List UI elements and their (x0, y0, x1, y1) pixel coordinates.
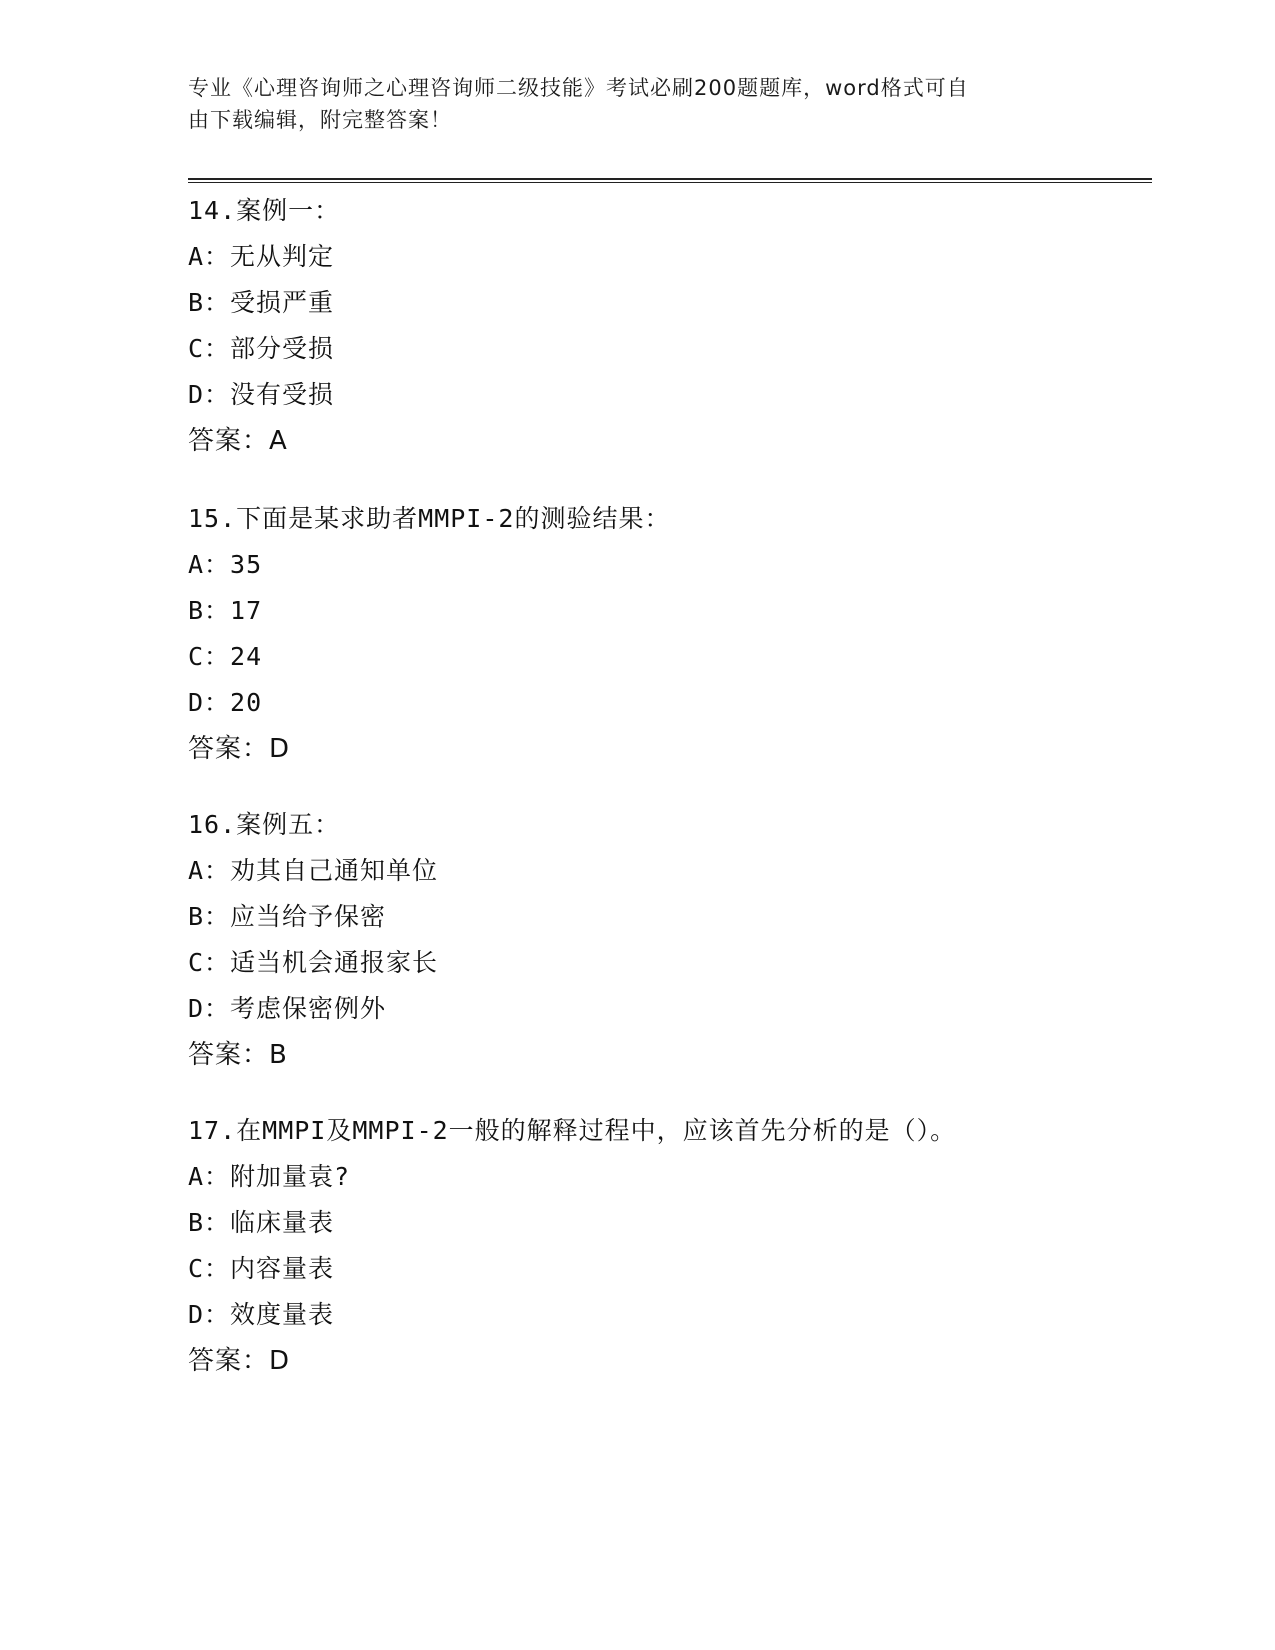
option-d: D：没有受损 (188, 380, 335, 409)
answer-line (188, 1032, 1088, 1078)
option-c: C：内容量表 (188, 1254, 335, 1283)
option-b: B：17 (188, 596, 263, 625)
answer-label: 答案： (188, 1346, 270, 1376)
option-a: A：附加量袁? (188, 1162, 351, 1191)
answer-line (188, 726, 1088, 772)
answer-line (188, 1338, 1088, 1384)
question-15 (188, 496, 1088, 772)
question-17 (188, 1108, 1088, 1384)
option-a: A：无从判定 (188, 242, 335, 271)
option-a: A：35 (188, 550, 263, 579)
question-stem: 14.案例一： (188, 196, 341, 225)
question-stem: 16.案例五： (188, 810, 341, 839)
header-divider (188, 178, 1152, 183)
option-c: C：24 (188, 642, 263, 671)
option-a: A：劝其自己通知单位 (188, 856, 439, 885)
question-14 (188, 188, 1088, 464)
option-b: B：应当给予保密 (188, 902, 387, 931)
option-c: C：适当机会通报家长 (188, 948, 439, 977)
answer-label: 答案： (188, 426, 270, 456)
option-c: C：部分受损 (188, 334, 335, 363)
question-stem: 15.下面是某求助者MMPI-2的测验结果： (188, 504, 671, 533)
answer-line (188, 418, 1088, 464)
answer-value: D (269, 1346, 290, 1376)
question-stem: 17.在MMPI及MMPI-2一般的解释过程中，应该首先分析的是（）。 (188, 1116, 957, 1145)
answer-value: A (269, 426, 287, 456)
option-d: D：效度量表 (188, 1300, 335, 1329)
answer-value: D (269, 734, 290, 764)
answer-value: B (269, 1040, 287, 1070)
answer-label: 答案： (188, 734, 270, 764)
option-d: D：20 (188, 688, 263, 717)
question-16 (188, 802, 1088, 1078)
option-b: B：受损严重 (188, 288, 335, 317)
answer-label: 答案： (188, 1040, 270, 1070)
option-d: D：考虑保密例外 (188, 994, 387, 1023)
header-line-1: 专业《心理咨询师之心理咨询师二级技能》考试必刷200题题库，word格式可自 (188, 76, 969, 100)
document-header (188, 72, 1068, 136)
option-b: B：临床量表 (188, 1208, 335, 1237)
header-line-2: 由下载编辑，附完整答案！ (188, 108, 452, 132)
